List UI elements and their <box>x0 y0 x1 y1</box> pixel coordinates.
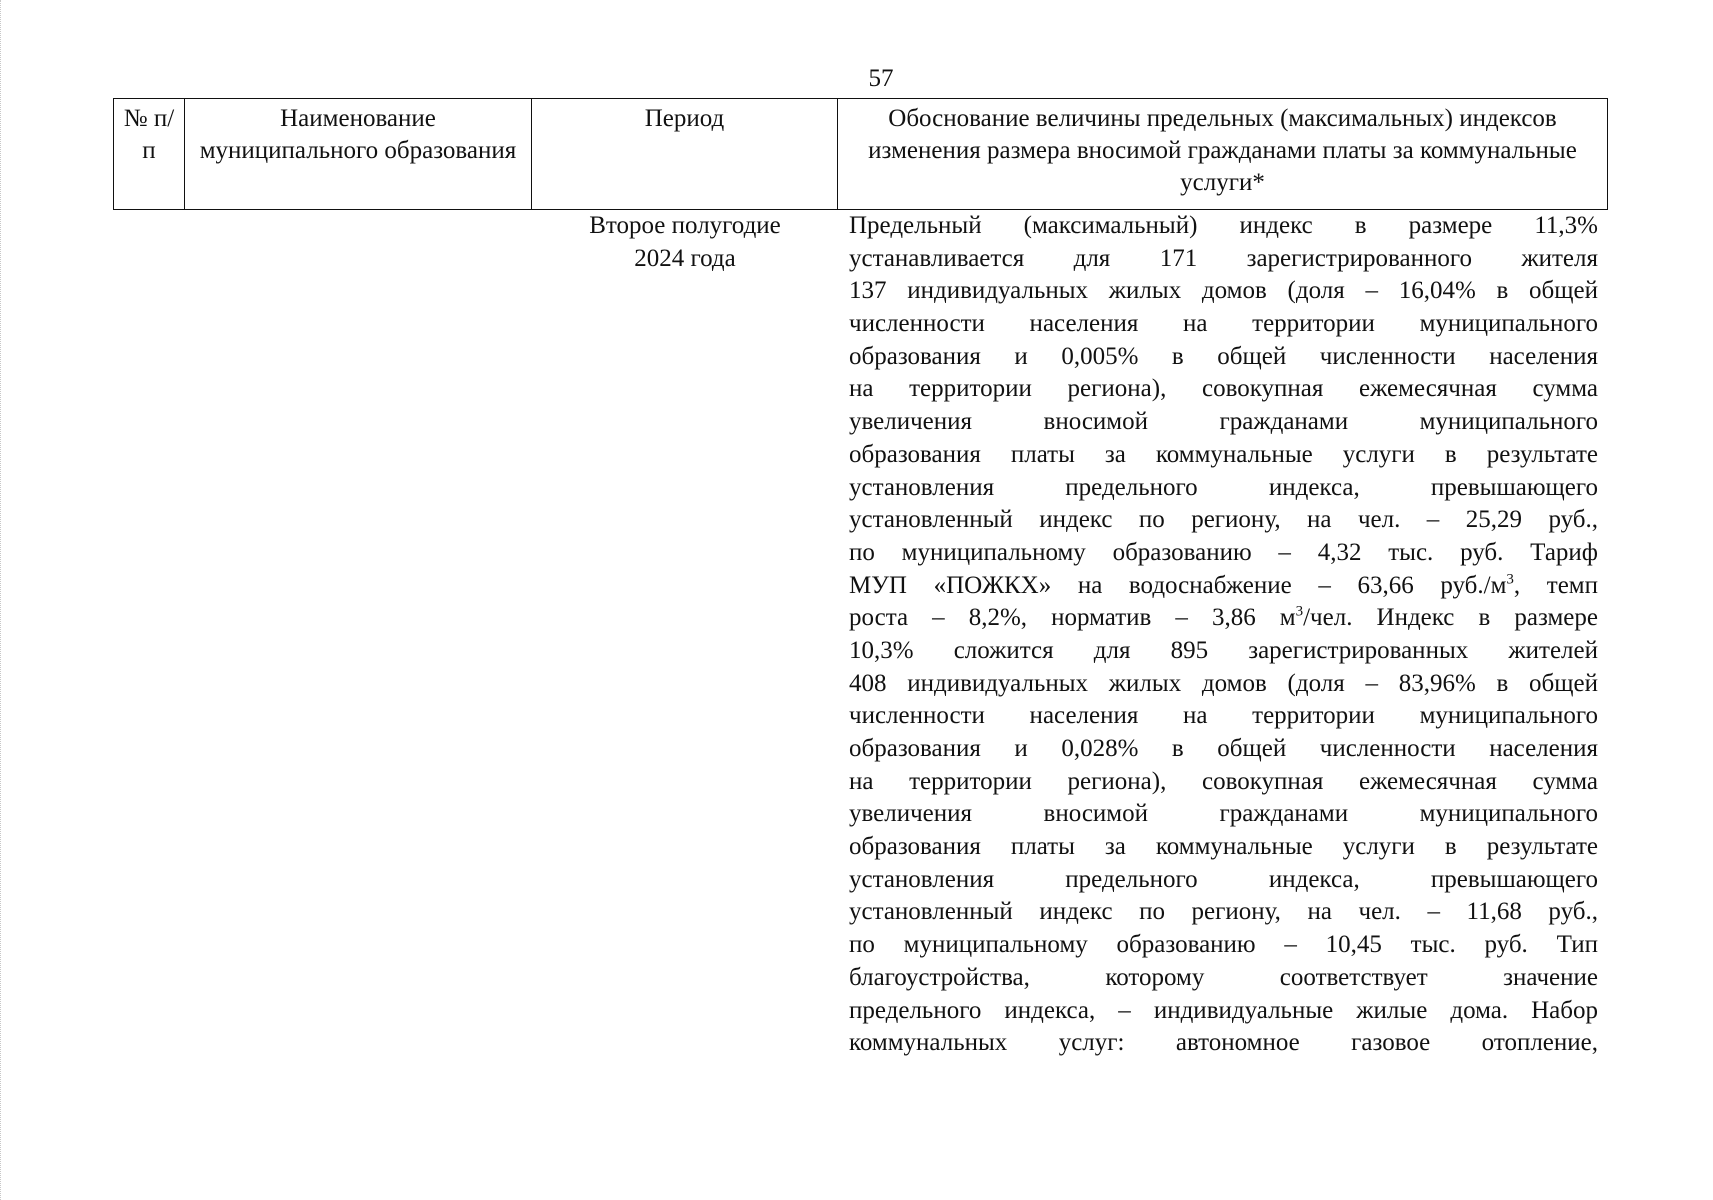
basis-line: увеличения вносимой гражданами муниципального <box>849 408 1598 436</box>
basis-line: установленный индекс по региону, на чел. – 25,29 руб., <box>849 506 1598 534</box>
scan-left-edge <box>0 0 17 1200</box>
basis-line-norm-tail: /чел. Индекс в размере <box>1303 604 1598 632</box>
basis-line: численности населения на территории муниципального <box>849 702 1598 730</box>
basis-line-norm <box>849 602 1598 635</box>
header-col-number: № п/п <box>114 99 185 210</box>
superscript-3: 3 <box>1295 603 1304 620</box>
basis-line: установленный индекс по региону, на чел. – 11,68 руб., <box>849 898 1598 926</box>
basis-line: по муниципальному образованию – 4,32 тыс. руб. Тариф <box>849 538 1598 566</box>
basis-line: 408 индивидуальных жилых домов (доля – 83,96% в общей <box>849 669 1598 697</box>
basis-line-tariff-tail: , темп <box>1513 571 1598 599</box>
basis-line: образования платы за коммунальные услуги в результате <box>849 833 1598 861</box>
basis-line: благоустройства, которому соответствует значение <box>849 963 1598 991</box>
table-header <box>113 98 1608 210</box>
row-basis <box>849 210 1598 1060</box>
header-col-period: Период <box>532 99 838 210</box>
basis-line: Предельный (максимальный) индекс в размере 11,3% <box>849 212 1598 239</box>
basis-line: численности населения на территории муниципального <box>849 310 1598 338</box>
basis-line: 137 индивидуальных жилых домов (доля – 16,04% в общей <box>849 277 1598 305</box>
basis-line-tariff <box>849 570 1598 603</box>
basis-line: на территории региона), совокупная ежемесячная сумма <box>849 375 1598 403</box>
basis-line: установления предельного индекса, превышающего <box>849 473 1598 501</box>
basis-line: на территории региона), совокупная ежемесячная сумма <box>849 767 1598 795</box>
basis-line: по муниципальному образованию – 10,45 тыс. руб. Тип <box>849 931 1598 959</box>
row-period: Второе полугодие 2024 года <box>589 212 781 272</box>
basis-line: образования платы за коммунальные услуги в результате <box>849 440 1598 468</box>
basis-line: 10,3% сложится для 895 зарегистрированных жителей <box>849 636 1598 664</box>
basis-line: устанавливается для 171 зарегистрированного жителя <box>849 244 1598 272</box>
page-number: 57 <box>868 65 894 92</box>
basis-line: образования и 0,005% в общей численности населения <box>849 342 1598 370</box>
header-col-basis: Обоснование величины предельных (максимальных) индексов изменения размера вносимой гражданами платы за коммунальные услуги* <box>838 99 1608 210</box>
superscript-3: 3 <box>1506 571 1514 588</box>
basis-line: образования и 0,028% в общей численности населения <box>849 735 1598 762</box>
basis-line-tariff-text: МУП «ПОЖКХ» на водоснабжение – 63,66 руб./м <box>849 571 1507 599</box>
basis-line: установления предельного индекса, превышающего <box>849 865 1598 893</box>
basis-line-norm-text: роста – 8,2%, норматив – 3,86 м <box>849 604 1296 632</box>
basis-line: коммунальных услуг: автономное газовое отопление, <box>849 1029 1598 1057</box>
basis-line: увеличения вносимой гражданами муниципального <box>849 800 1598 828</box>
basis-line: предельного индекса, – индивидуальные жилые дома. Набор <box>849 996 1598 1024</box>
header-col-municipality: Наименование муниципального образования <box>185 99 532 210</box>
